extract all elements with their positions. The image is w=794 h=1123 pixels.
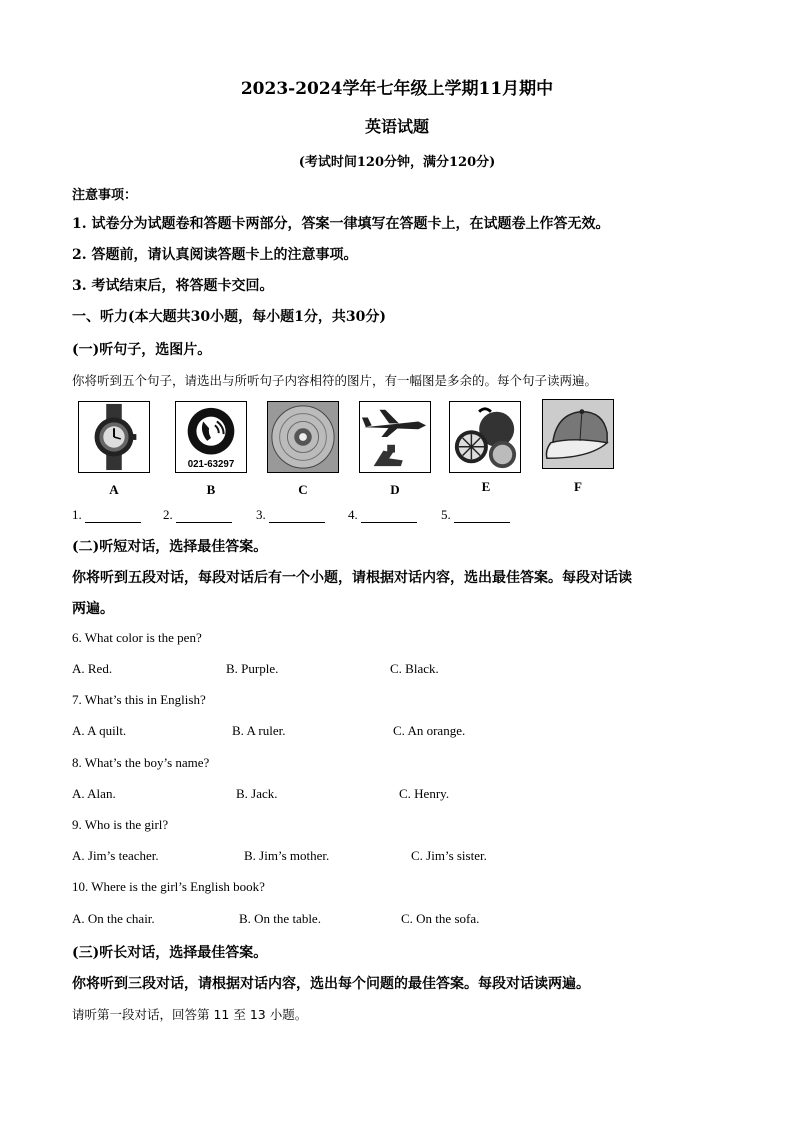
answer-blank-5: 5. xyxy=(441,507,510,523)
answer-blank-1: 1. xyxy=(72,507,141,523)
q9-option-a: A. Jim’s teacher. xyxy=(72,848,159,863)
picture-label-c: C xyxy=(298,482,308,497)
airplane-icon xyxy=(360,402,430,472)
q6-option-c: C. Black. xyxy=(390,661,439,676)
picture-d xyxy=(359,401,431,473)
q10-option-c: C. On the sofa. xyxy=(401,911,480,926)
fruit-orange-icon xyxy=(450,402,520,472)
answer-blank-3: 3. xyxy=(256,507,325,523)
note-item-3: 3. 考试结束后，将答题卡交回。 xyxy=(72,278,274,294)
telephone-icon xyxy=(176,402,246,472)
note-item-1: 1. 试卷分为试题卷和答题卡两部分，答案一律填写在答题卡上，在试题卷上作答无效。 xyxy=(72,216,610,232)
part1-heading: (一)听句子，选图片。 xyxy=(72,342,212,358)
answer-line[interactable] xyxy=(269,509,325,523)
q8-option-a: A. Alan. xyxy=(72,786,116,801)
exam-subject: 英语试题 xyxy=(364,117,429,136)
q9-option-c: C. Jim’s sister. xyxy=(411,848,487,863)
answer-line[interactable] xyxy=(176,509,232,523)
answer-blank-4: 4. xyxy=(348,507,417,523)
part2-instruction-line2: 两遍。 xyxy=(72,601,114,617)
part1-instruction: 你将听到五个句子，请选出与所听句子内容相符的图片，有一幅图是多余的。每个句子读两遍。 xyxy=(72,373,598,388)
q6-option-b: B. Purple. xyxy=(226,661,279,676)
part3-heading: (三)听长对话，选择最佳答案。 xyxy=(72,945,268,961)
question-10: 10. Where is the girl’s English book? xyxy=(72,879,265,894)
section1-heading: 一、听力(本大题共30小题，每小题1分，共30分) xyxy=(72,309,386,325)
picture-b xyxy=(175,401,247,473)
exam-title: 2023-2024学年七年级上学期11月期中 xyxy=(240,79,554,99)
note-item-2: 2. 答题前，请认真阅读答题卡上的注意事项。 xyxy=(72,247,358,263)
picture-f xyxy=(542,399,614,469)
answer-line[interactable] xyxy=(85,509,141,523)
part2-instruction-line1: 你将听到五段对话，每段对话后有一个小题，请根据对话内容，选出最佳答案。每段对话读 xyxy=(72,570,632,586)
q10-option-a: A. On the chair. xyxy=(72,911,155,926)
picture-label-f: F xyxy=(574,479,582,494)
part2-heading: (二)听短对话，选择最佳答案。 xyxy=(72,539,268,555)
question-8: 8. What’s the boy’s name? xyxy=(72,755,210,770)
q9-option-b: B. Jim’s mother. xyxy=(244,848,330,863)
q8-option-b: B. Jack. xyxy=(236,786,278,801)
picture-a xyxy=(78,401,150,473)
cd-disc-icon xyxy=(268,402,338,472)
answer-line[interactable] xyxy=(361,509,417,523)
question-9: 9. Who is the girl? xyxy=(72,817,169,832)
picture-label-d: D xyxy=(390,482,400,497)
q6-option-a: A. Red. xyxy=(72,661,113,676)
answer-line[interactable] xyxy=(454,509,510,523)
picture-e xyxy=(449,401,521,473)
picture-c xyxy=(267,401,339,473)
question-7: 7. What’s this in English? xyxy=(72,692,206,707)
part3-instruction: 你将听到三段对话，请根据对话内容，选出每个问题的最佳答案。每段对话读两遍。 xyxy=(72,976,590,992)
q10-option-b: B. On the table. xyxy=(239,911,321,926)
phone-number-caption: 021-63297 xyxy=(187,459,235,471)
q7-option-b: B. A ruler. xyxy=(232,723,286,738)
q8-option-c: C. Henry. xyxy=(399,786,450,801)
wristwatch-icon xyxy=(79,402,149,472)
exam-info: (考试时间120分钟，满分120分) xyxy=(298,155,496,170)
picture-label-b: B xyxy=(206,482,216,497)
q7-option-c: C. An orange. xyxy=(393,723,466,738)
picture-label-e: E xyxy=(481,479,491,494)
question-6: 6. What color is the pen? xyxy=(72,630,202,645)
cap-hat-icon xyxy=(543,400,613,468)
picture-label-a: A xyxy=(109,482,119,497)
part3-sub-instruction: 请听第一段对话，回答第 11 至 13 小题。 xyxy=(72,1007,308,1022)
notes-heading: 注意事项： xyxy=(72,188,138,203)
q7-option-a: A. A quilt. xyxy=(72,723,127,738)
answer-blank-2: 2. xyxy=(163,507,232,523)
